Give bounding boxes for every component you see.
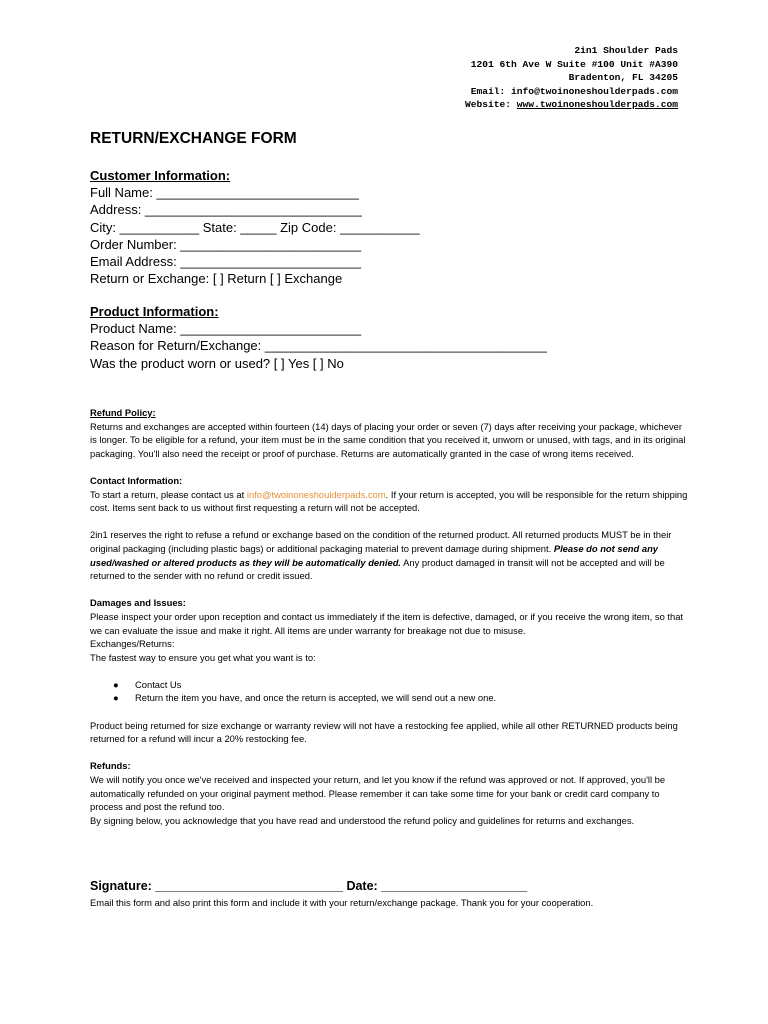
- contact-text-post: . If your return is accepted, you will be responsible for the return shipping cost. Items sent back to us without first requesting a return will not be accepted.: [90, 488, 688, 514]
- company-website-line: [465, 98, 678, 112]
- damages-heading: Damages and Issues:: [90, 597, 186, 609]
- list-item: [113, 691, 690, 705]
- reserve-text-pre: 2in1 reserves the right to refuse a refund or exchange based on the condition of the returned product. All returned products MUST be in their original packaging (including plastic bags) or additional packaging material to prevent damage during shipment.: [90, 529, 672, 554]
- form-title: RETURN/EXCHANGE FORM: [90, 130, 297, 147]
- refunds-text: We will notify you once we've received and inspected your return, and let you know if the refund was approved or not. If approved, you'll be automatically refunded on your original payment method. Please remember it can take some time for your bank or credit card company to process and post the refund too.: [90, 774, 666, 813]
- contact-text-pre: To start a return, please contact us at: [90, 488, 247, 500]
- website-label: Website:: [464, 99, 517, 111]
- bullet-icon: ●: [113, 678, 119, 690]
- refund-policy-heading: Refund Policy:: [90, 407, 156, 418]
- worn-or-used-choice[interactable]: Was the product worn or used? [ ] Yes [ ] No: [90, 355, 344, 371]
- reserve-paragraph: [90, 528, 690, 582]
- contact-paragraph: [90, 474, 690, 515]
- list-item: [113, 678, 690, 692]
- damages-paragraph: [90, 596, 690, 664]
- footer-note: Email this form and also print this form and include it with your return/exchange package. Thank you for your cooperation.: [90, 897, 594, 908]
- damages-text: Please inspect your order upon reception and contact us immediately if the item is defective, damaged, or if you receive the wrong item, so that we can evaluate the issue and make it right. All items are under warranty for breakage not due to misuse.: [90, 610, 684, 636]
- company-address-line1: 1201 6th Ave W Suite #100 Unit #A390: [470, 58, 678, 70]
- address-field[interactable]: Address: ______________________________: [90, 202, 362, 218]
- company-email: Email: info@twoinoneshoulderpads.com: [470, 85, 678, 97]
- refunds-heading: Refunds:: [90, 760, 131, 772]
- refund-policy-paragraph: [90, 406, 690, 460]
- customer-information-heading: Customer Information:: [90, 168, 231, 183]
- refund-policy-text: Returns and exchanges are accepted within fourteen (14) days of placing your order or seven (7) days after receiving your package, whichever is longer. To be eligible for a refund, your item must be in the same condition that you received it, unworn or unused, with tags, and in its original packaging. You'll also need the receipt or proof of purchase. Returns are automatically granted in the case of wrong items received.: [90, 420, 686, 459]
- reserve-text-emphasis: Please do not send any used/washed or altered products as they will be automatically denied.: [90, 542, 659, 568]
- refunds-paragraph: [90, 759, 690, 827]
- contact-email-link[interactable]: info@twoinoneshoulderpads.com: [246, 488, 386, 500]
- product-information-heading: Product Information:: [90, 304, 219, 319]
- reserve-text-post: Any product damaged in transit will not be accepted and will be returned to the sender with no refund or credit issued.: [90, 556, 665, 582]
- order-number-field[interactable]: Order Number: _________________________: [90, 236, 362, 252]
- list-item-text: Contact Us: [135, 678, 182, 690]
- customer-information-section: [90, 167, 420, 287]
- city-state-zip-field[interactable]: City: ___________ State: _____ Zip Code: ___________: [90, 219, 420, 235]
- company-address-line2: Bradenton, FL 34205: [568, 72, 678, 84]
- product-information-section: [90, 303, 547, 372]
- product-name-field[interactable]: Product Name: _________________________: [90, 321, 362, 337]
- bullet-icon: ●: [113, 692, 119, 704]
- return-or-exchange-choice[interactable]: Return or Exchange: [ ] Return [ ] Exchange: [90, 271, 343, 287]
- signature-date-field[interactable]: Signature: ___________________________ Date: _____________________: [90, 879, 528, 893]
- acknowledgement-text: By signing below, you acknowledge that you have read and understood the refund policy and guidelines for returns and exchanges.: [90, 814, 635, 826]
- reason-field[interactable]: Reason for Return/Exchange: _______________________________________: [90, 338, 547, 354]
- company-name: 2in1 Shoulder Pads: [574, 45, 678, 56]
- list-item-text: Return the item you have, and once the return is accepted, we will send out a new one.: [135, 692, 497, 704]
- restocking-paragraph: Product being returned for size exchange or warranty review will not have a restocking fee applied, while all other RETURNED products being returned for a refund will incur a 20% restocking fee.: [90, 719, 678, 745]
- email-address-field[interactable]: Email Address: _________________________: [90, 254, 362, 270]
- fastest-way-line: The fastest way to ensure you get what you want is to:: [90, 651, 316, 663]
- policy-section: [90, 406, 690, 841]
- full-name-field[interactable]: Full Name: ____________________________: [90, 185, 359, 201]
- company-header: [465, 44, 678, 112]
- website-link[interactable]: www.twoinoneshoulderpads.com: [516, 99, 678, 111]
- instructions-list: [90, 678, 690, 705]
- contact-heading: Contact Information:: [90, 474, 183, 486]
- exchanges-returns-line: Exchanges/Returns:: [90, 638, 175, 650]
